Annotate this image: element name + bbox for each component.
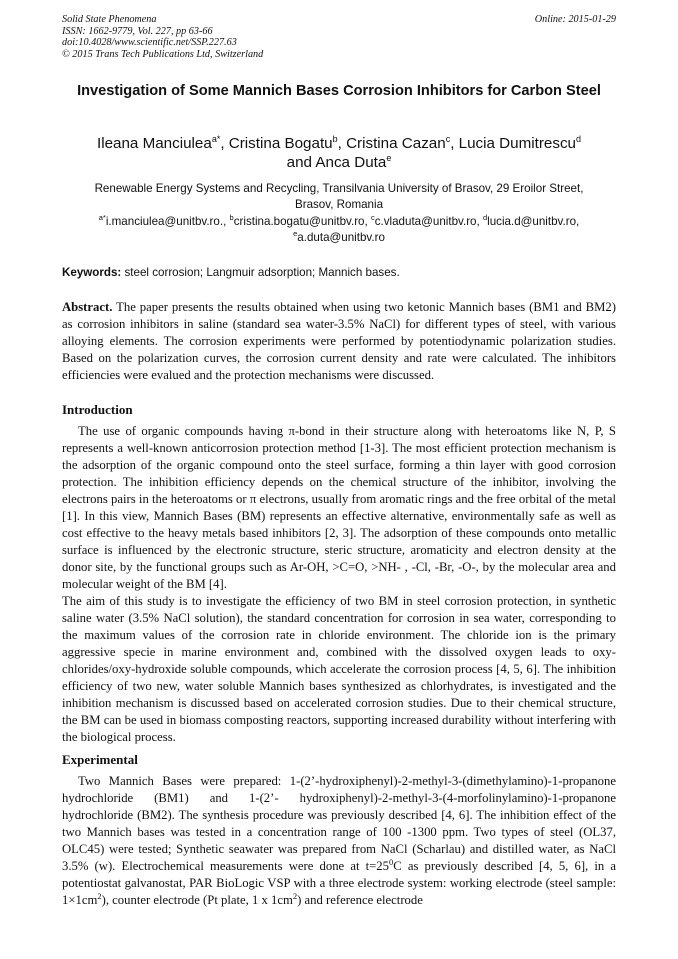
author-mark: e: [386, 152, 392, 163]
affiliation: [62, 181, 616, 213]
keywords: [62, 265, 616, 281]
email-link[interactable]: i.manciulea@unitbv.ro.,: [105, 215, 227, 228]
keywords-label: Keywords:: [62, 266, 122, 279]
paper-title: Investigation of Some Mannich Bases Corrosion Inhibitors for Carbon Steel: [77, 83, 601, 99]
email-link[interactable]: c.vladuta@unitbv.ro,: [374, 215, 480, 228]
author-name: Cristina Cazan: [346, 135, 446, 152]
section-heading-experimental: Experimental: [62, 752, 138, 767]
author-name: Ileana Manciulea: [96, 135, 212, 152]
paragraph: The use of organic compounds having π-bond in their structure along with heteroatoms like N, P, S represents a well-known anticorrosion protection method [1-3]. The most efficient protection mechanism is the adsorption of the organic compound onto the steel surface, forming a thin layer with good corrosion protection. The inhibition efficiency depends on the chemical structure of the inhibitor, involving the electrons pairs in the heteroatoms or π electrons, usually from aromatic rings and the free orbital of the metal [1]. In this view, Mannich Bases (BM) represents an effective alternative, environmentally safe as well as cost effective to the heavy metals based inhibitors [2, 3]. The adsorption of these compounds onto metallic surface is influenced by the electronic structure, steric structure, aromaticity and electron density at the donor site, by the functional groups such as Ar-OH, >C=O, >NH- , -Cl, -Br, -O-, by the molecular area and molecular weight of the BM [4].: [62, 424, 616, 591]
email-mark: e: [293, 229, 298, 239]
text-run: ), counter electrode (Pt plate, 1 x 1cm: [101, 893, 293, 907]
email-link[interactable]: a.duta@unitbv.ro: [297, 231, 385, 244]
text-run: Two Mannich Bases were prepared: 1-(2’-hydroxiphenyl)-2-methyl-3-(dimethylamino)-1-propanone hydrochloride (BM1) and 1-(2’- hydroxiphenyl)-2-methyl-3-(4-morfolinylamino)-1-propanone hydrochloride (BM2). The synthesis procedure was previously described [4, 6]. The inhibition effect of the two Mannich bases was tested in a concentration range of 100 -1300 ppm. Two types of steel (OL37, OLC45) were tested; Synthetic seawater was prepared from NaCl (Scharlau) and distilled water, as NaCl 3.5% (w). Electrochemical measurements were done at t=25: [62, 774, 616, 873]
copyright-line: © 2015 Trans Tech Publications Ltd, Switzerland: [62, 48, 264, 60]
affiliation-line: Brasov, Romania: [294, 198, 384, 211]
superscript: 2: [292, 890, 298, 901]
issn-line: ISSN: 1662-9779, Vol. 227, pp 63-66: [62, 25, 213, 37]
affiliation-line: Renewable Energy Systems and Recycling, Transilvania University of Brasov, 29 Eroilor Street,: [94, 182, 584, 195]
author-name: Lucia Dumitrescu: [458, 135, 576, 152]
keywords-text: steel corrosion; Langmuir adsorption; Mannich bases.: [121, 266, 400, 279]
email-link[interactable]: lucia.d@unitbv.ro,: [487, 215, 580, 228]
author-name: Anca Duta: [315, 154, 387, 171]
paragraph: [62, 773, 616, 909]
abstract-text: The paper presents the results obtained when using two ketonic Mannich bases (BM1 and BM2) as corrosion inhibitors in saline (standard sea water-3.5% NaCl) for different types of steel, with various alloying elements. The corrosion experiments were performed by potentiodynamic polarization studies. Based on the polarization curves, the corrosion current density and rate were calculated. The inhibitors efficiencies were evalued and the protection mechanisms were discussed.: [62, 300, 616, 382]
superscript: 0: [388, 856, 394, 867]
superscript: 2: [97, 890, 102, 901]
online-date: Online: 2015-01-29: [534, 14, 616, 25]
abstract-label: Abstract.: [62, 300, 113, 314]
author-name: Cristina Bogatu: [228, 135, 333, 152]
email-mark: c: [370, 213, 375, 223]
journal-name: Solid State Phenomena: [62, 14, 157, 25]
section-heading-introduction: Introduction: [62, 402, 133, 417]
author-mark: b: [332, 133, 338, 144]
text-run: C as previously described [4, 5, 6], in a potentiostat galvanostat, PAR BioLogic VSP with a three electrode system: working electrode (steel sample: 1×1cm: [62, 859, 616, 907]
introduction-body: [62, 423, 616, 746]
author-list: Ileana Manciulea$^{a*}$, Cristina Bogatu$^b$, Cristina Cazan$^c$, Lucia Dumitrescu$^d$ and Anca Duta$^e$: [96, 133, 581, 171]
author-mark: d: [575, 133, 581, 144]
experimental-body: [62, 773, 616, 909]
journal-header: [62, 14, 616, 60]
email-mark: d: [482, 213, 488, 223]
email-mark: a*: [98, 213, 106, 223]
email-mark: b: [229, 213, 234, 223]
abstract: [62, 299, 616, 384]
text-run: ) and reference electrode: [297, 893, 423, 907]
doi-line: doi:10.4028/www.scientific.net/SSP.227.63: [62, 37, 237, 49]
author-mark: c: [445, 133, 451, 144]
email-link[interactable]: cristina.bogatu@unitbv.ro,: [233, 215, 368, 228]
author-mark: a*: [211, 133, 221, 144]
email-list: [62, 214, 616, 246]
paragraph: The aim of this study is to investigate the efficiency of two BM in steel corrosion protection, in synthetic saline water (3.5% NaCl solution), the standard concentration for corrosion in sea water, corresponding to the maximum values of the corrosion rate in chloride environment. The chloride ion is the primary aggressive specie in marine environment and, combined with the dissolved oxygen leads to oxy-chlorides/oxy-hydroxide soluble compounds, which accelerate the corrosion process [4, 5, 6]. The inhibition efficiency of two new, water soluble Mannich bases synthesized as chlorhydrates, is investigated and the inhibition mechanism is discussed based on accelerated corrosion studies. Due to their chemical structure, the BM can be used in biomass composting reactors, supporting increased durability without interfering with the biological process.: [62, 594, 616, 744]
